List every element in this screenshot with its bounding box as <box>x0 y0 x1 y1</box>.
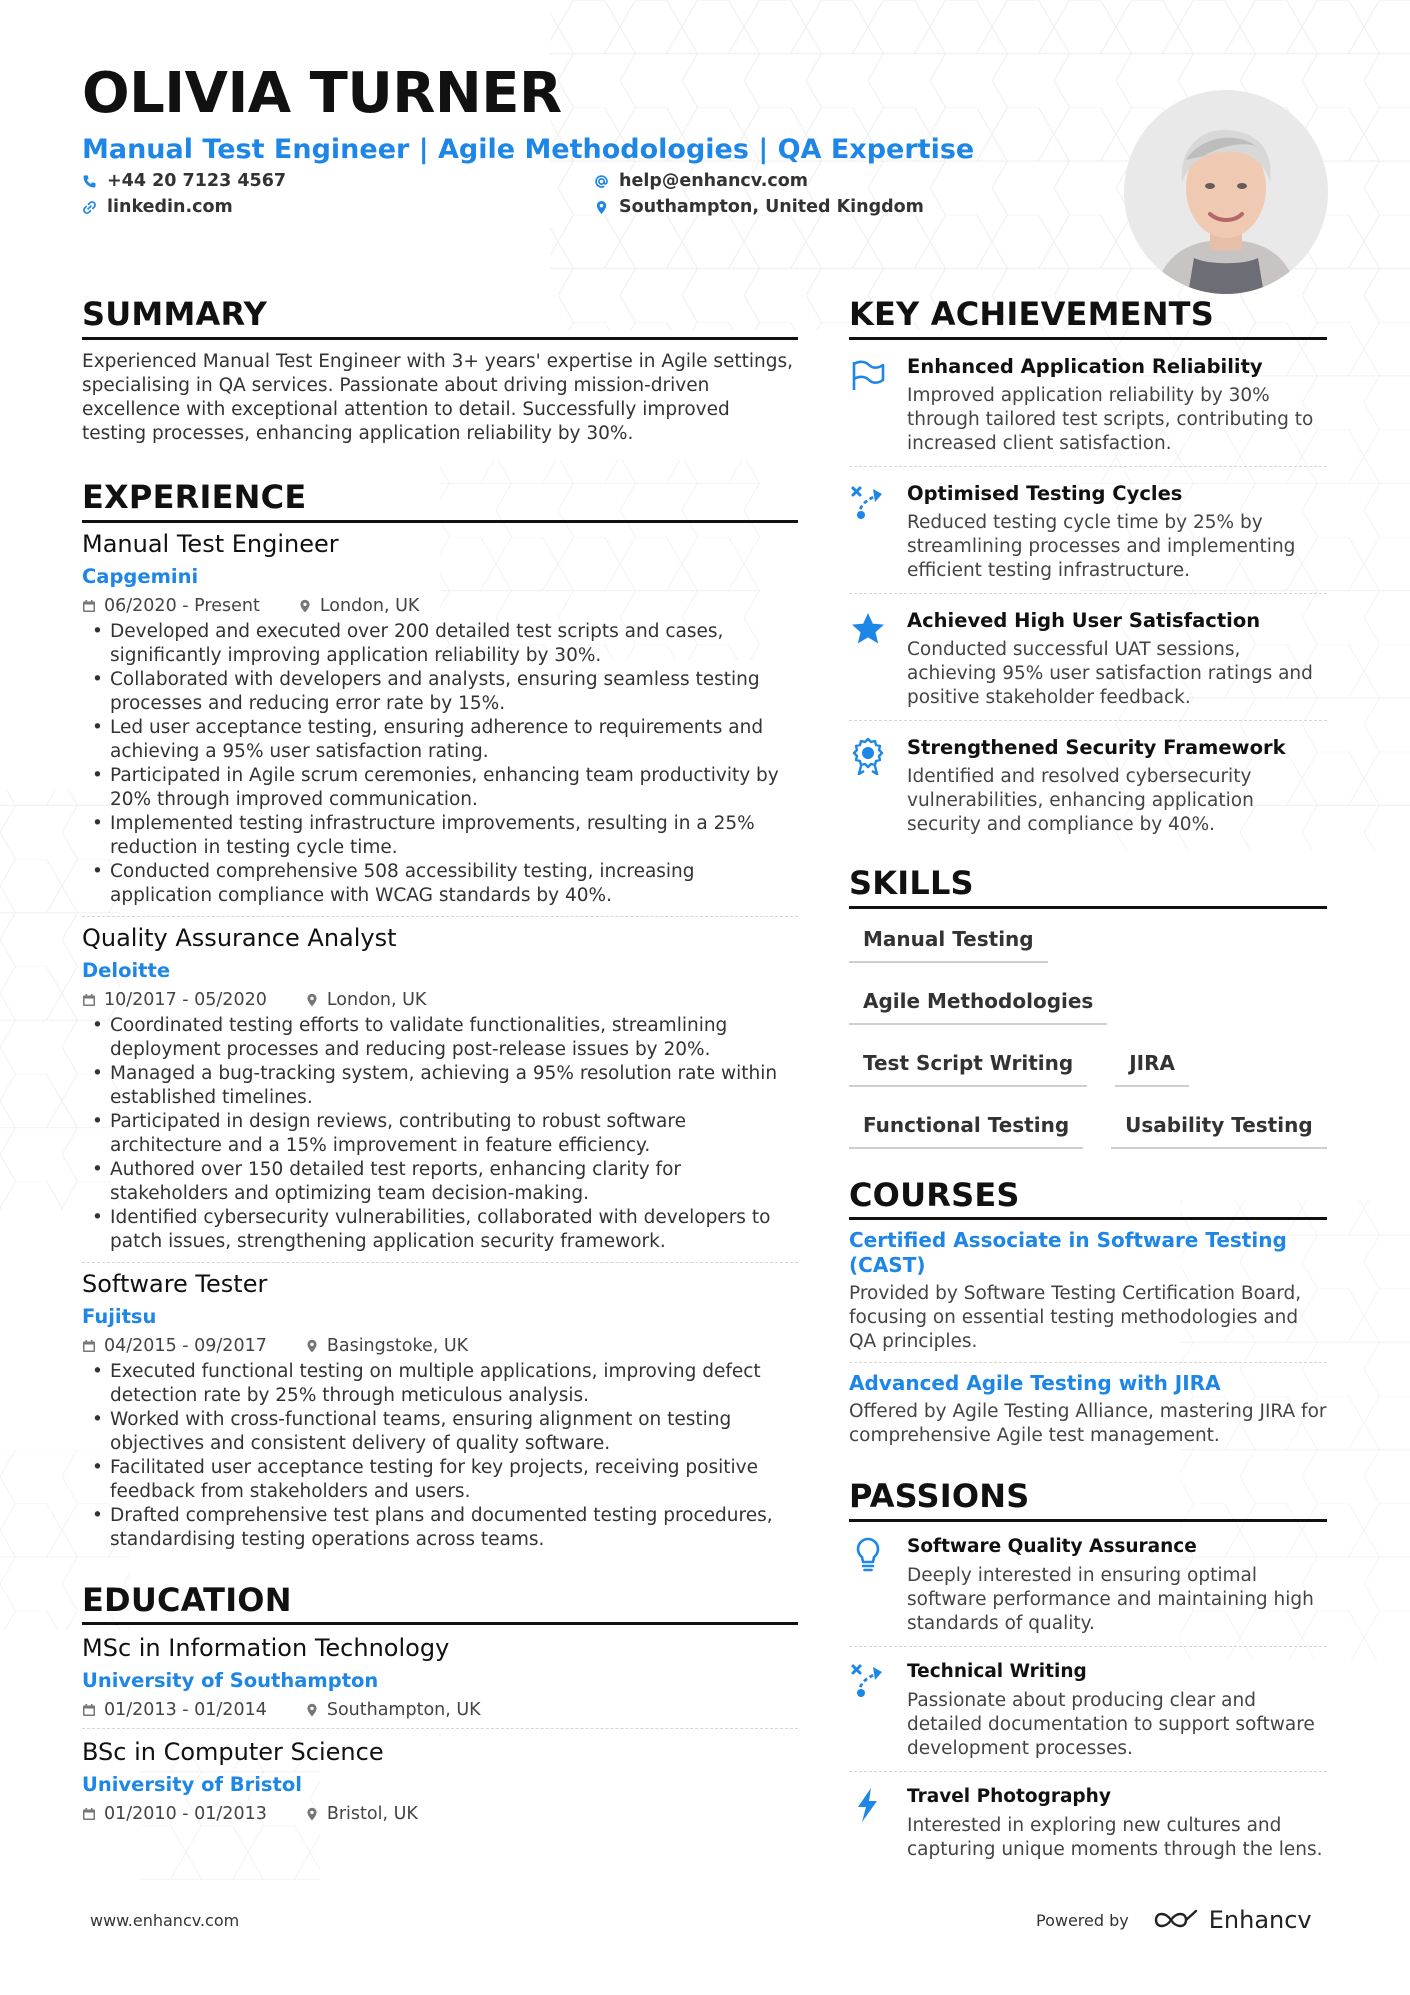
location-pin-icon <box>305 993 319 1007</box>
enhancv-brand[interactable] <box>1153 1906 1312 1934</box>
course-item <box>849 1363 1327 1448</box>
flag-icon <box>849 356 887 394</box>
summary-text: Experienced Manual Test Engineer with 3+ years' expertise in Agile settings, specialising in QA services. Passionate about driving mission-driven excellence with exceptional attention to detail. Successfully improved testing processes, enhancing application reliability by 30%. <box>82 350 794 444</box>
skill-tag: Manual Testing <box>849 915 1048 963</box>
degree-title: MSc in Information Technology <box>82 1634 450 1663</box>
job-title: Quality Assurance Analyst <box>82 923 397 952</box>
experience-section <box>82 479 798 1552</box>
job-meta <box>82 1334 798 1358</box>
achievement-item <box>849 594 1327 721</box>
email-contact[interactable] <box>594 171 808 191</box>
skill-tag: Agile Methodologies <box>849 977 1107 1025</box>
achievement-title: Achieved High User Satisfaction <box>907 608 1261 632</box>
school-name: University of Bristol <box>82 1773 302 1797</box>
company-name: Deloitte <box>82 958 171 982</box>
achievements-heading: KEY ACHIEVEMENTS <box>849 296 1327 340</box>
skills-section <box>849 865 1327 1163</box>
job-bullets <box>82 1360 798 1552</box>
job-entry <box>82 1263 798 1552</box>
education-meta <box>82 1698 798 1722</box>
job-bullet: • Led user acceptance testing, ensuring adherence to requirements and achieving a 95% user satisfaction rating. <box>82 716 798 764</box>
job-meta <box>82 594 798 618</box>
job-bullet: • Executed functional testing on multiple applications, improving defect detection rate by 25% through meticulous analysis. <box>82 1360 798 1408</box>
job-entry <box>82 523 798 917</box>
linkedin-contact[interactable] <box>82 197 233 217</box>
passion-title: Travel Photography <box>907 1786 1111 1808</box>
job-bullet: • Worked with cross-functional teams, ensuring alignment on testing objectives and consistent delivery of quality software. <box>82 1408 798 1456</box>
achievement-item <box>849 721 1327 837</box>
footer-website[interactable]: www.enhancv.com <box>90 1911 240 1930</box>
star-icon <box>849 610 887 648</box>
education-dates: 01/2010 - 01/2013 <box>104 1804 267 1825</box>
passion-item <box>849 1522 1327 1647</box>
location-pin-icon <box>298 599 312 613</box>
passion-desc: Interested in exploring new cultures and capturing unique moments through the lens. <box>907 1815 1323 1861</box>
location-pin-icon <box>594 200 609 215</box>
strategy-icon <box>849 1661 887 1699</box>
achievement-desc: Identified and resolved cybersecurity vulnerabilities, enhancing application security and compliance by 40%. <box>907 765 1254 835</box>
company-name: Capgemini <box>82 564 199 588</box>
education-meta <box>82 1802 798 1826</box>
course-desc: Provided by Software Testing Certification Board, focusing on essential testing methodologies and QA principles. <box>849 1283 1302 1353</box>
job-bullet: • Conducted comprehensive 508 accessibility testing, increasing application compliance with WCAG standards by 40%. <box>82 860 798 908</box>
profile-photo <box>1124 90 1328 294</box>
education-entry <box>82 1729 798 1826</box>
link-icon <box>82 200 97 215</box>
job-dates: 06/2020 - Present <box>104 595 260 616</box>
calendar-icon <box>82 993 96 1007</box>
job-bullets <box>82 1014 798 1254</box>
skill-tag: Usability Testing <box>1111 1101 1327 1149</box>
location-pin-icon <box>305 1703 319 1717</box>
candidate-name: OLIVIA TURNER <box>82 61 562 126</box>
job-bullet: • Managed a bug-tracking system, achieving a 95% resolution rate within established timelines. <box>82 1062 798 1110</box>
course-title: Advanced Agile Testing with JIRA <box>849 1371 1221 1396</box>
phone-number: +44 20 7123 4567 <box>107 171 287 191</box>
achievements-section <box>849 296 1327 837</box>
location-pin-icon <box>305 1339 319 1353</box>
powered-by-label: Powered by <box>1036 1910 1129 1930</box>
passion-desc: Passionate about producing clear and detailed documentation to support software development processes. <box>907 1690 1315 1760</box>
calendar-icon <box>82 1807 96 1821</box>
achievement-desc: Conducted successful UAT sessions, achieving 95% user satisfaction ratings and positive stakeholder feedback. <box>907 638 1313 708</box>
passion-item <box>849 1772 1327 1862</box>
job-bullet: • Coordinated testing efforts to validate functionalities, streamlining deployment processes and reducing post-release issues by 20%. <box>82 1014 798 1062</box>
skill-tag: Test Script Writing <box>849 1039 1087 1087</box>
phone-contact[interactable] <box>82 171 286 191</box>
medal-icon <box>849 737 887 775</box>
school-name: University of Southampton <box>82 1669 379 1693</box>
lightning-icon <box>849 1786 887 1824</box>
job-location: London, UK <box>319 595 420 616</box>
job-bullet: • Facilitated user acceptance testing for key projects, receiving positive feedback from stakeholders and users. <box>82 1456 798 1504</box>
courses-section <box>849 1177 1327 1449</box>
passions-heading: PASSIONS <box>849 1478 1327 1522</box>
skills-heading: SKILLS <box>849 865 1327 909</box>
location-contact <box>594 197 924 217</box>
job-dates: 04/2015 - 09/2017 <box>104 1335 267 1356</box>
job-bullet: • Authored over 150 detailed test reports, enhancing clarity for stakeholders and optimizing team decision-making. <box>82 1158 798 1206</box>
email-address: help@enhancv.com <box>619 171 809 191</box>
course-desc: Offered by Agile Testing Alliance, mastering JIRA for comprehensive Agile test management. <box>849 1401 1327 1447</box>
achievement-desc: Improved application reliability by 30% through tailored test scripts, contributing to increased client satisfaction. <box>907 384 1314 454</box>
achievement-title: Optimised Testing Cycles <box>907 481 1183 505</box>
calendar-icon <box>82 1703 96 1717</box>
passion-title: Technical Writing <box>907 1661 1087 1683</box>
location-text: Southampton, United Kingdom <box>619 197 924 217</box>
job-dates: 10/2017 - 05/2020 <box>104 989 267 1010</box>
job-bullet: • Developed and executed over 200 detailed test scripts and cases, significantly improving application reliability by 30%. <box>82 620 798 668</box>
location-pin-icon <box>305 1807 319 1821</box>
course-item <box>849 1220 1327 1363</box>
job-bullet: • Drafted comprehensive test plans and documented testing procedures, standardising testing operations across teams. <box>82 1504 798 1552</box>
job-bullet: • Identified cybersecurity vulnerabilities, collaborated with developers to patch issues, strengthening application security framework. <box>82 1206 798 1254</box>
education-section <box>82 1582 798 1827</box>
job-bullet: • Participated in design reviews, contributing to robust software architecture and a 15% improvement in feature efficiency. <box>82 1110 798 1158</box>
education-dates: 01/2013 - 01/2014 <box>104 1700 267 1721</box>
calendar-icon <box>82 599 96 613</box>
job-location: Basingstoke, UK <box>326 1335 469 1356</box>
education-entry <box>82 1625 798 1729</box>
passion-item <box>849 1647 1327 1772</box>
company-name: Fujitsu <box>82 1304 157 1328</box>
linkedin-url: linkedin.com <box>107 197 233 217</box>
summary-heading: SUMMARY <box>82 296 798 340</box>
at-icon <box>594 174 609 189</box>
lightbulb-icon <box>849 1536 887 1574</box>
achievement-desc: Reduced testing cycle time by 25% by streamlining processes and implementing efficient testing infrastructure. <box>907 511 1296 581</box>
headline: Manual Test Engineer | Agile Methodologies | QA Expertise <box>82 134 975 165</box>
skill-tag: Functional Testing <box>849 1101 1083 1149</box>
education-location: Bristol, UK <box>326 1804 418 1825</box>
education-location: Southampton, UK <box>326 1700 481 1721</box>
job-entry <box>82 917 798 1263</box>
courses-heading: COURSES <box>849 1177 1327 1221</box>
powered-by <box>1036 1906 1312 1934</box>
job-bullet: • Participated in Agile scrum ceremonies, enhancing team productivity by 20% through improved communication. <box>82 764 798 812</box>
brand-name: Enhancv <box>1208 1906 1312 1934</box>
job-bullets <box>82 620 798 908</box>
enhancv-logo-icon <box>1153 1908 1199 1932</box>
job-title: Manual Test Engineer <box>82 529 339 558</box>
calendar-icon <box>82 1339 96 1353</box>
course-title: Certified Associate in Software Testing (CAST) <box>849 1228 1287 1278</box>
experience-heading: EXPERIENCE <box>82 479 798 523</box>
passion-desc: Deeply interested in ensuring optimal software performance and maintaining high standards of quality. <box>907 1565 1314 1635</box>
achievement-item <box>849 467 1327 594</box>
passion-title: Software Quality Assurance <box>907 1536 1197 1558</box>
job-meta <box>82 988 798 1012</box>
achievement-title: Strengthened Security Framework <box>907 735 1286 759</box>
job-bullet: • Collaborated with developers and analysts, ensuring seamless testing processes and reducing error rate by 15%. <box>82 668 798 716</box>
education-heading: EDUCATION <box>82 1582 798 1626</box>
degree-title: BSc in Computer Science <box>82 1738 384 1767</box>
achievement-title: Enhanced Application Reliability <box>907 354 1263 378</box>
strategy-icon <box>849 483 887 521</box>
phone-icon <box>82 174 97 189</box>
summary-section <box>82 296 798 446</box>
job-title: Software Tester <box>82 1269 268 1298</box>
job-location: London, UK <box>326 989 427 1010</box>
job-bullet: • Implemented testing infrastructure improvements, resulting in a 25% reduction in testing cycle time. <box>82 812 798 860</box>
skill-tag: JIRA <box>1115 1039 1189 1087</box>
achievement-item <box>849 340 1327 467</box>
passions-section <box>849 1478 1327 1862</box>
